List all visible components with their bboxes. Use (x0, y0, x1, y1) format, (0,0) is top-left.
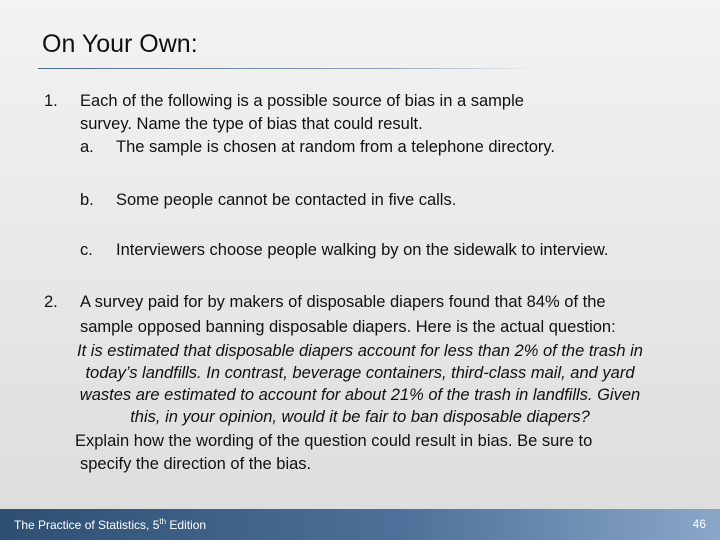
footer-book-title (14, 517, 206, 532)
q2-number: 2. (44, 293, 58, 311)
q2-quote-line-3: wastes are estimated to account for about 21% of the trash in landfills. Given (79, 386, 641, 404)
footer-bar (0, 509, 720, 540)
q1-number: 1. (44, 92, 58, 110)
q2-quote-line-4: this, in your opinion, would it be fair to ban disposable diapers? (130, 408, 590, 426)
footer-book-sup: th (159, 517, 167, 526)
q1-line-1: Each of the following is a possible source of bias in a sample (80, 92, 524, 110)
page-number: 46 (692, 517, 706, 531)
q2-explain-line-2: specify the direction of the bias. (80, 455, 312, 473)
q1-item-a-letter: a. (80, 138, 94, 156)
q2-line-1: A survey paid for by makers of disposable diapers found that 84% of the (80, 293, 606, 311)
footer-book-suffix: Edition (166, 518, 207, 532)
title-underline (38, 68, 538, 69)
q2-quote-line-2: today’s landfills. In contrast, beverage containers, third-class mail, and yard (85, 364, 635, 382)
q1-item-b-text: Some people cannot be contacted in five calls. (116, 191, 457, 209)
q1-line-2: survey. Name the type of bias that could result. (80, 115, 423, 133)
q1-item-a-text: The sample is chosen at random from a telephone directory. (116, 138, 555, 156)
slide-title: On Your Own: (42, 30, 198, 58)
q1-item-b-letter: b. (80, 191, 94, 209)
q2-quote-line-1: It is estimated that disposable diapers account for less than 2% of the trash in (77, 342, 643, 360)
footer-book-prefix: The Practice of Statistics, 5 (14, 518, 160, 532)
q2-explain-line-1: Explain how the wording of the question could result in bias. Be sure to (75, 432, 593, 450)
q1-item-c-text: Interviewers choose people walking by on the sidewalk to interview. (116, 241, 609, 259)
q1-item-c-letter: c. (80, 241, 93, 259)
q2-line-2: sample opposed banning disposable diapers. Here is the actual question: (80, 318, 616, 336)
